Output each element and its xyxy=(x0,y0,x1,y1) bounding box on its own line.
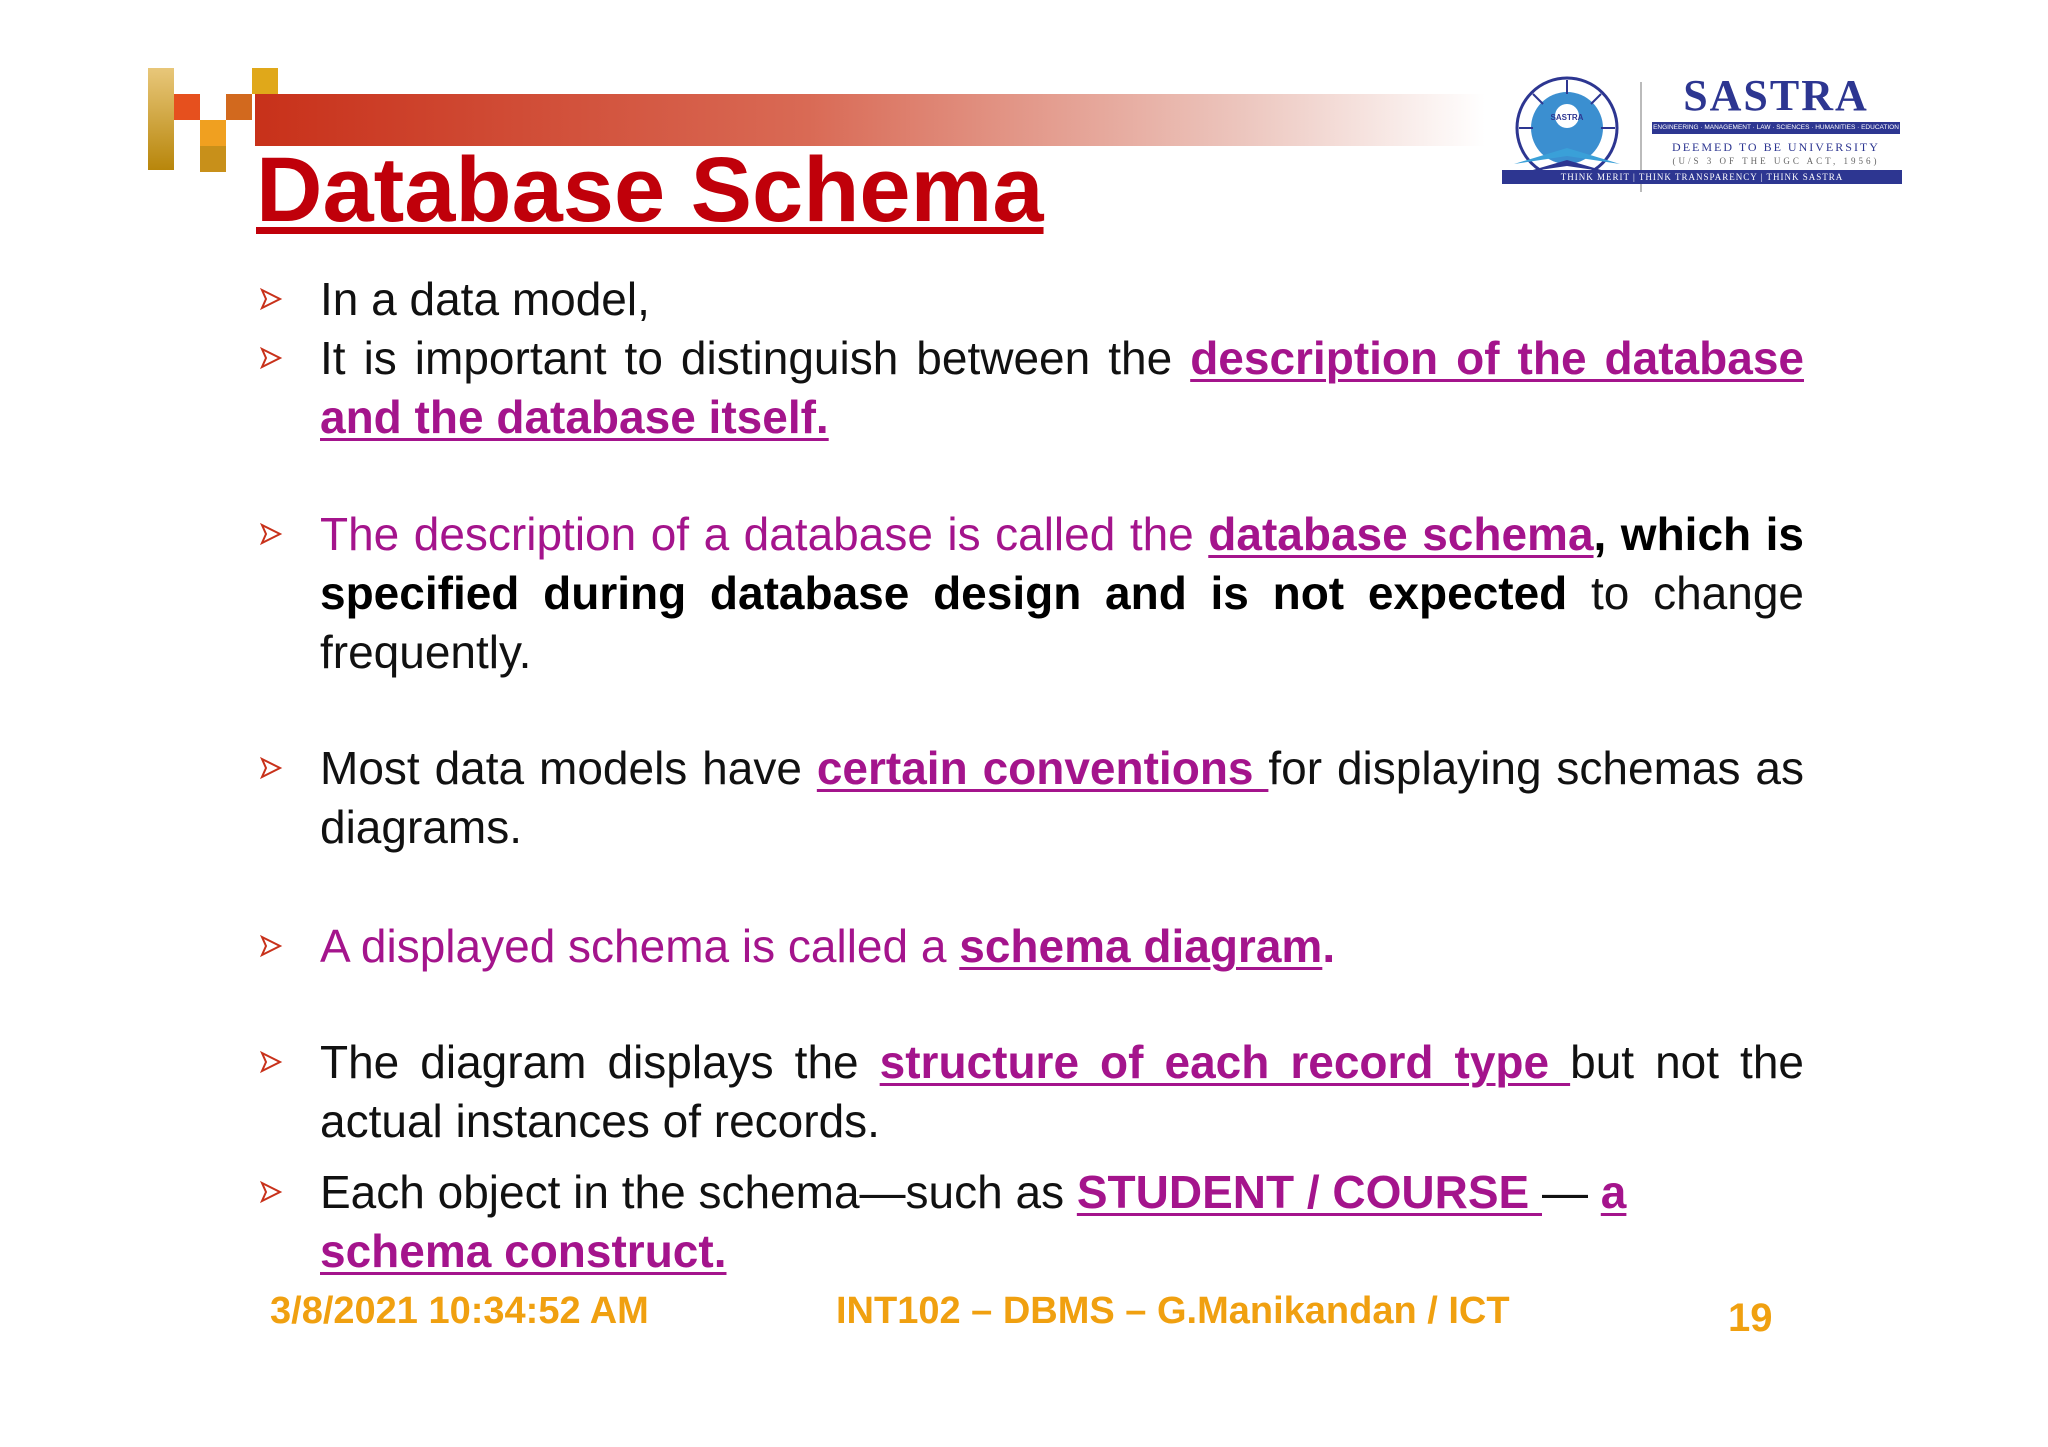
bullet-item xyxy=(320,1163,1804,1281)
bullet-text: It is important to distinguish between the xyxy=(320,332,1191,384)
period-text: . xyxy=(1322,920,1336,972)
logo-name: SASTRA xyxy=(1683,71,1869,120)
decor-block xyxy=(200,120,226,146)
footer-course: INT102 – DBMS – G.Manikandan / ICT xyxy=(836,1290,1510,1332)
bullet-text: Each object in the schema—such as xyxy=(320,1166,1077,1218)
footer-date: 3/8/2021 10:34:52 AM xyxy=(270,1290,649,1332)
bullet-text: Most data models have xyxy=(320,742,817,794)
highlight-text: STUDENT / COURSE xyxy=(1076,1166,1542,1218)
bullet-item xyxy=(320,1033,1804,1151)
decor-block xyxy=(252,68,278,94)
arrow-bullet-icon xyxy=(256,343,286,373)
highlight-text: description of the database and the database itself. xyxy=(320,332,1804,443)
bullet-item xyxy=(320,917,1804,976)
decor-block xyxy=(226,94,252,120)
sastra-logo xyxy=(1488,62,1920,198)
logo-deemed: DEEMED TO BE UNIVERSITY xyxy=(1672,140,1880,154)
svg-text:SASTRA: SASTRA xyxy=(1550,113,1584,122)
bullet-text: The diagram displays the xyxy=(320,1036,880,1088)
arrow-bullet-icon xyxy=(256,753,286,783)
comma-text: , xyxy=(1593,508,1607,560)
bullet-text: to change frequently. xyxy=(320,567,1804,678)
logo-act: (U/S 3 OF THE UGC ACT, 1956) xyxy=(1672,156,1880,166)
bullet-item xyxy=(320,329,1804,447)
slide-title: Database Schema xyxy=(256,139,1044,241)
bullet-text: In a data model, xyxy=(320,273,650,325)
highlight-text: structure of each record type xyxy=(879,1036,1571,1088)
bullet-item xyxy=(320,270,1804,329)
logo-tagline: THINK MERIT | THINK TRANSPARENCY | THINK SASTRA xyxy=(1502,170,1902,184)
arrow-bullet-icon xyxy=(256,931,286,961)
logo-fields: ENGINEERING · MANAGEMENT · LAW · SCIENCES · HUMANITIES · EDUCATION xyxy=(1652,122,1900,134)
decor-block xyxy=(174,94,200,120)
page-number: 19 xyxy=(1728,1296,1773,1340)
decor-block xyxy=(200,146,226,172)
arrow-bullet-icon xyxy=(256,1047,286,1077)
decor-block xyxy=(148,68,174,170)
dash-text: — xyxy=(1542,1166,1601,1218)
bullet-item xyxy=(320,739,1804,857)
highlight-text: schema diagram xyxy=(959,920,1323,972)
bullet-text: but not the actual instances of records. xyxy=(320,1036,1804,1147)
arrow-bullet-icon xyxy=(256,519,286,549)
bullet-text: for displaying schemas as diagrams. xyxy=(320,742,1804,853)
arrow-bullet-icon xyxy=(256,284,286,314)
highlight-text: a schema construct. xyxy=(320,1166,1627,1277)
bullet-item xyxy=(320,505,1804,682)
arrow-bullet-icon xyxy=(256,1177,286,1207)
highlight-text: certain conventions xyxy=(816,742,1269,794)
highlight-text: database schema xyxy=(1208,508,1594,560)
colored-text: The description of a database is called the xyxy=(320,508,1209,560)
colored-text: A displayed schema is called a xyxy=(320,920,960,972)
bold-text: which is specified during database design and is not expected xyxy=(320,508,1805,619)
